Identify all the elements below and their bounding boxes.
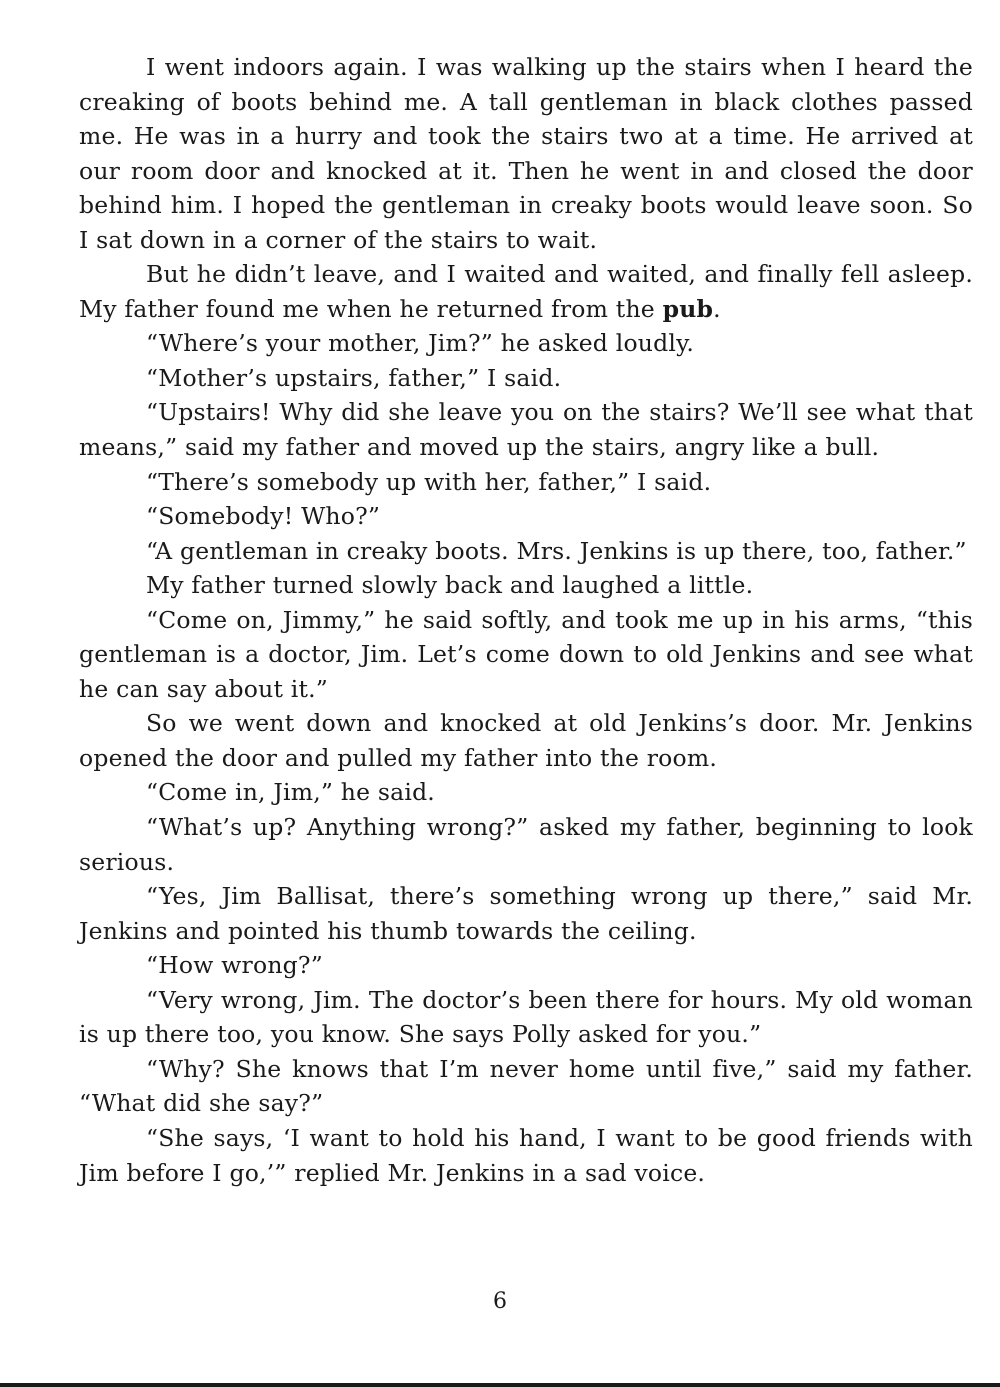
paragraph-2-text-before: But he didn’t leave, and I waited and waited, and finally fell asleep. My father found me when he returned from the [79, 260, 973, 323]
paragraph-9: My father turned slowly back and laughed a little. [146, 571, 754, 600]
paragraph-7: “Somebody! Who?” [146, 502, 381, 531]
bottom-rule [0, 1383, 1000, 1387]
paragraph-10: “Come on, Jimmy,” he said softly, and took me up in his arms, “this gentleman is a doctor, Jim. Let’s come down to old Jenkins and see what he can say about it.” [79, 605, 973, 703]
paragraph-13: “What’s up? Anything wrong?” asked my father, beginning to look serious. [79, 813, 973, 876]
paragraph-14: “Yes, Jim Ballisat, there’s something wrong up there,” said Mr. Jenkins and pointed his thumb towards the ceiling. [79, 882, 973, 945]
paragraph-3: “Where’s your mother, Jim?” he asked loudly. [146, 329, 695, 358]
paragraph-4: “Mother’s upstairs, father,” I said. [146, 363, 562, 392]
paragraph-18: “She says, ‘I want to hold his hand, I want to be good friends with Jim before I go,’” replied Mr. Jenkins in a sad voice. [79, 1123, 973, 1187]
paragraph-11: So we went down and knocked at old Jenkins’s door. Mr. Jenkins opened the door and pulled my father into the room. [79, 709, 973, 772]
paragraph-16: “Very wrong, Jim. The doctor’s been there for hours. My old woman is up there too, you know. She says Polly asked for you.” [79, 985, 973, 1049]
paragraph-15: “How wrong?” [146, 951, 323, 980]
paragraph-6: “There’s somebody up with her, father,” I said. [146, 467, 712, 496]
page-number: 6 [493, 1289, 507, 1314]
paragraph-12: “Come in, Jim,” he said. [146, 778, 435, 807]
paragraph-2-text-after: . [713, 294, 721, 323]
paragraph-2 [79, 257, 973, 326]
paragraph-1: I went indoors again. I was walking up the stairs when I heard the creaking of boots behind me. A tall gentleman in black clothes passed me. He was in a hurry and took the stairs two at a time. He arrived at our room door and knocked at it. Then he went in and closed the door behind him. I hoped the gentleman in creaky boots would leave soon. So I sat down in a corner of the stairs to wait. [79, 53, 973, 254]
page-body [79, 50, 973, 1190]
paragraph-8: “A gentleman in creaky boots. Mrs. Jenkins is up there, too, father.” [146, 536, 967, 565]
bold-word-pub: pub [662, 294, 714, 323]
paragraph-5: “Upstairs! Why did she leave you on the stairs? We’ll see what that means,” said my father and moved up the stairs, angry like a bull. [79, 398, 973, 462]
paragraph-17: “Why? She knows that I’m never home until five,” said my father. “What did she say?” [79, 1054, 973, 1118]
